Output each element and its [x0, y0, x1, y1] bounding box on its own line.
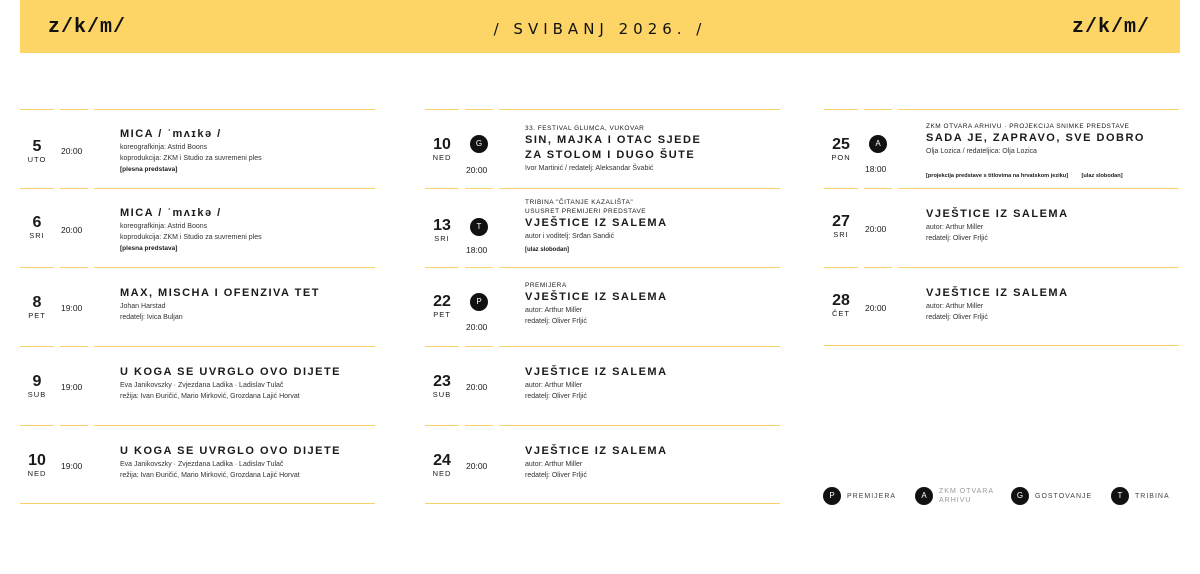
event-info: U KOGA SE UVRGLO OVO DIJETE Eva Janikovszky · Zvjezdana Ladika · Ladislav Tulač režija: Ivan Đuričić, Mario Mirković, Grozdana Lajić Horvat — [120, 366, 342, 400]
event-title: MICA / ˈmʌɪkə / — [120, 207, 222, 219]
event-time: 20:00 — [865, 303, 887, 313]
event-row[interactable] — [20, 109, 375, 188]
event-row[interactable] — [425, 267, 780, 346]
event-row[interactable] — [20, 346, 375, 425]
schedule-column-3 — [824, 109, 1179, 346]
event-time: 18:00 — [466, 245, 488, 255]
event-title: MICA / ˈmʌɪkə / — [120, 128, 222, 140]
event-date: 6 SRI — [29, 214, 45, 240]
event-row[interactable] — [824, 188, 1179, 267]
event-info: MICA / ˈmʌɪkə / koreografkinja: Astrid Boons koprodukcija: ZKM i Studio za suvremeni ples [plesna predstava] — [120, 207, 262, 252]
event-date: 10 NED — [432, 136, 452, 162]
event-info: VJEŠTICE IZ SALEMA autor: Arthur Miller redatelj: Oliver Frljić — [926, 208, 1069, 242]
event-time: 20:00 — [61, 146, 83, 156]
event-date: 24 NED — [432, 452, 452, 478]
event-info: MICA / ˈmʌɪkə / koreografkinja: Astrid Boons koprodukcija: ZKM i Studio za suvremeni ples [plesna predstava] — [120, 128, 262, 173]
event-row[interactable] — [425, 346, 780, 425]
event-date: 10 NED — [27, 452, 47, 478]
arhiva-badge: A — [915, 487, 933, 505]
tribina-badge: T — [1111, 487, 1129, 505]
month-title: / SVIBANJ 2026. / — [493, 20, 707, 38]
event-row[interactable] — [425, 425, 780, 504]
event-row[interactable] — [20, 188, 375, 267]
event-row[interactable] — [824, 109, 1179, 188]
event-info: VJEŠTICE IZ SALEMA autor: Arthur Miller redatelj: Oliver Frljić — [525, 445, 668, 479]
schedule-column-2 — [425, 109, 780, 504]
event-info: 33. FESTIVAL GLUMCA, VUKOVAR SIN, MAJKA I OTAC SJEDE ZA STOLOM I DUGO ŠUTE Ivor Martinić / redatelj: Aleksandar Švabić — [525, 125, 702, 172]
legend — [823, 487, 1173, 505]
legend-item: A ZKM OTVARA ARHIVU — [915, 487, 994, 505]
legend-item: T TRIBINA — [1111, 487, 1170, 505]
event-title: SADA JE, ZAPRAVO, SVE DOBRO — [926, 132, 1145, 144]
arhiva-badge: A — [869, 135, 887, 153]
event-title: VJEŠTICE IZ SALEMA — [926, 287, 1069, 299]
event-date: 22 PET — [433, 293, 451, 319]
event-date: 13 SRI — [433, 217, 451, 243]
event-time: 20:00 — [466, 461, 488, 471]
event-date: 5 UTO — [27, 138, 47, 164]
schedule-column-1 — [20, 109, 375, 504]
header-banner — [20, 0, 1180, 53]
logo-left: z/k/m/ — [48, 16, 127, 39]
gostovanje-badge: G — [470, 135, 488, 153]
logo-right: z/k/m/ — [1071, 16, 1150, 39]
event-row[interactable] — [20, 425, 375, 504]
event-title: VJEŠTICE IZ SALEMA — [525, 366, 668, 378]
event-row[interactable] — [425, 109, 780, 188]
legend-item: P PREMIJERA — [823, 487, 896, 505]
event-info: U KOGA SE UVRGLO OVO DIJETE Eva Janikovszky · Zvjezdana Ladika · Ladislav Tulač režija: Ivan Đuričić, Mario Mirković, Grozdana Lajić Horvat — [120, 445, 342, 479]
event-date: 23 SUB — [432, 373, 452, 399]
event-time: 18:00 — [865, 164, 887, 174]
event-title: U KOGA SE UVRGLO OVO DIJETE — [120, 366, 342, 378]
event-info: VJEŠTICE IZ SALEMA autor: Arthur Miller redatelj: Oliver Frljić — [525, 366, 668, 400]
tribina-badge: T — [470, 218, 488, 236]
event-date: 25 PON — [831, 136, 851, 162]
event-title: VJEŠTICE IZ SALEMA — [525, 217, 668, 229]
event-time: 20:00 — [466, 165, 488, 175]
event-title: MAX, MISCHA I OFENZIVA TET — [120, 287, 320, 299]
event-info: ZKM OTVARA ARHIVU · PROJEKCIJA SNIMKE PREDSTAVE SADA JE, ZAPRAVO, SVE DOBRO Olja Lozica / redateljica: Olja Lozica [projekcija predstave s titlovima na hrvatskom jeziku] [ulaz slobodan] — [926, 122, 1176, 182]
legend-item: G GOSTOVANJE — [1011, 487, 1092, 505]
event-row[interactable] — [20, 267, 375, 346]
event-title: VJEŠTICE IZ SALEMA — [926, 208, 1069, 220]
event-time: 19:00 — [61, 382, 83, 392]
event-date: 28 ČET — [832, 292, 850, 318]
premijera-badge: P — [823, 487, 841, 505]
event-time: 20:00 — [466, 382, 488, 392]
event-info: VJEŠTICE IZ SALEMA autor: Arthur Miller redatelj: Oliver Frljić — [926, 287, 1069, 321]
gostovanje-badge: G — [1011, 487, 1029, 505]
event-time: 20:00 — [61, 225, 83, 235]
event-time: 20:00 — [466, 322, 488, 332]
event-title: VJEŠTICE IZ SALEMA — [525, 445, 668, 457]
event-date: 8 PET — [28, 294, 46, 320]
event-date: 27 SRI — [832, 213, 850, 239]
event-row[interactable] — [824, 267, 1179, 346]
event-date: 9 SUB — [27, 373, 47, 399]
event-title: SIN, MAJKA I OTAC SJEDE — [525, 134, 702, 146]
event-time: 19:00 — [61, 461, 83, 471]
event-info: TRIBINA "ČITANJE KAZALIŠTA" USUSRET PREMIJERI PREDSTAVE VJEŠTICE IZ SALEMA autor i voditelj: Srđan Sandić [ulaz slobodan] — [525, 199, 668, 253]
event-time: 19:00 — [61, 303, 83, 313]
event-row[interactable] — [425, 188, 780, 267]
event-info: PREMIJERA VJEŠTICE IZ SALEMA autor: Arthur Miller redatelj: Oliver Frljić — [525, 282, 668, 325]
event-info: MAX, MISCHA I OFENZIVA TET Johan Harstad redatelj: Ivica Buljan — [120, 287, 320, 321]
premijera-badge: P — [470, 293, 488, 311]
event-title: VJEŠTICE IZ SALEMA — [525, 291, 668, 303]
event-time: 20:00 — [865, 224, 887, 234]
event-title: U KOGA SE UVRGLO OVO DIJETE — [120, 445, 342, 457]
